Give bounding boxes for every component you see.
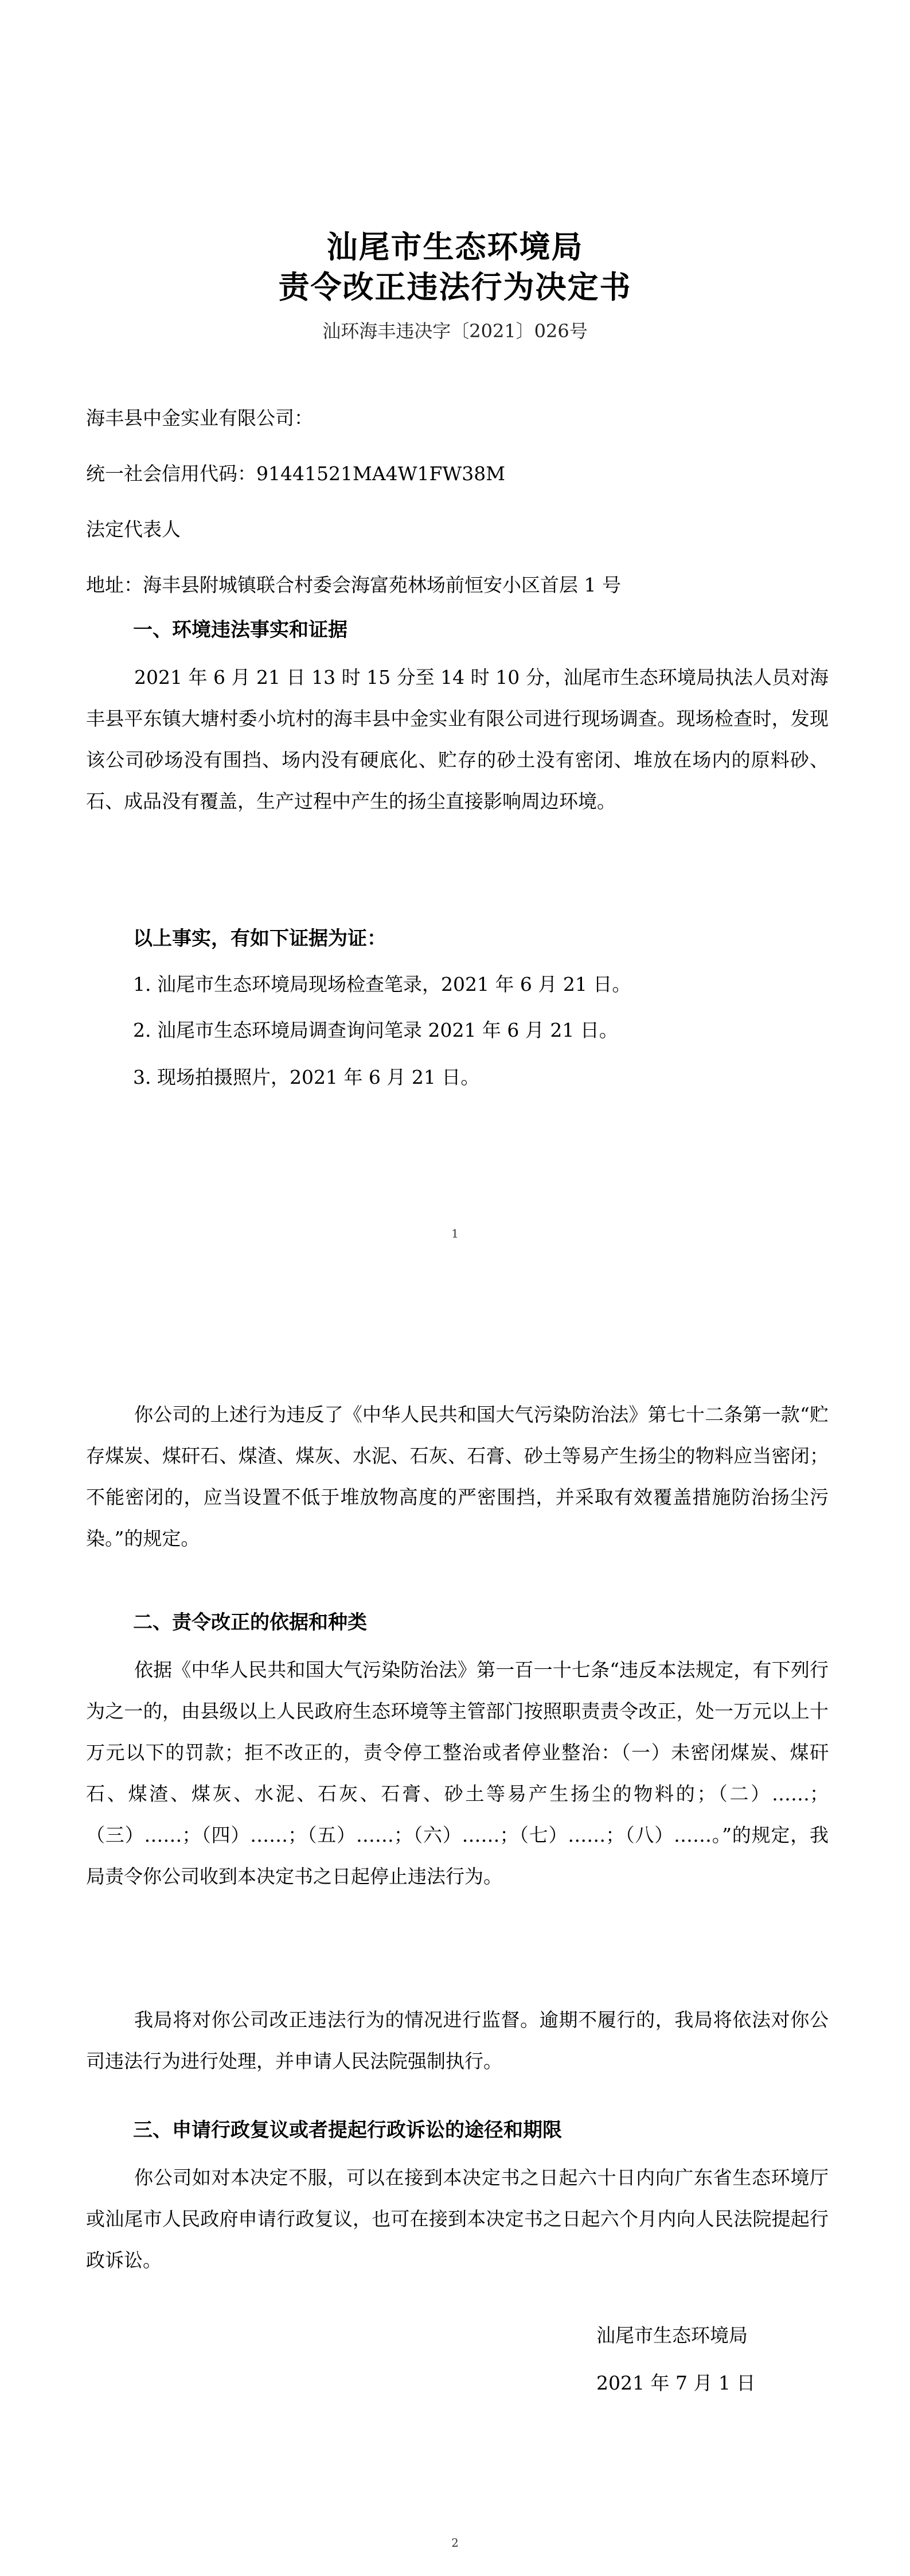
page-number: 2: [451, 2536, 459, 2550]
appeal-paragraph: 你公司如对本决定不服，可以在接到本决定书之日起六十日内向广东省生态环境厅或汕尾市人民政府申请行政复议，也可在接到本决定书之日起六个月内向人民法院提起行政诉讼。: [86, 2166, 829, 2271]
violation-paragraph: 你公司的上述行为违反了《中华人民共和国大气污染防治法》第七十二条第一款“贮存煤炭、煤矸石、煤渣、煤灰、水泥、石灰、石膏、砂土等易产生扬尘的物料应当密闭；不能密闭的，应当设置不低于堆放物高度的严密围挡，并采取有效覆盖措施防治扬尘污染。”的规定。: [86, 1403, 829, 1550]
legal-representative: 法定代表人: [86, 518, 181, 540]
address: 地址：海丰县附城镇联合村委会海富苑林场前恒安小区首层 1 号: [86, 574, 621, 596]
basis-paragraph: 依据《中华人民共和国大气污染防治法》第一百一十七条“违反本法规定，有下列行为之一的，由县级以上人民政府生态环境等主管部门按照职责责令改正，处一万元以上十万元以下的罚款；拒不改正的，责令停工整治或者停业整治：（一）未密闭煤炭、煤矸石、煤渣、煤灰、水泥、石灰、石膏、砂土等易产生扬尘的物料的；（二）……；（三）……；（四）……；（五）……；（六）……；（七）……；（八）……。”的规定，我局责令你公司收到本决定书之日起停止违法行为。: [86, 1659, 829, 1888]
document-title-line2: 责令改正违法行为决定书: [278, 269, 632, 305]
document-page-2: [0, 1288, 910, 2576]
section1-heading: 一、环境违法事实和证据: [133, 618, 347, 641]
signature-organization: 汕尾市生态环境局: [596, 2324, 748, 2347]
document-title-line1: 汕尾市生态环境局: [326, 229, 584, 265]
document-number: 汕环海丰违决字〔2021〕026号: [322, 320, 588, 342]
section1-paragraph: 2021 年 6 月 21 日 13 时 15 分至 14 时 10 分，汕尾市生态环境局执法人员对海丰县平东镇大塘村委小坑村的海丰县中金实业有限公司进行现场调查。现场检查时，发现该公司砂场没有围挡、场内没有硬底化、贮存的砂土没有密闭、堆放在场内的原料砂、石、成品没有覆盖，生产过程中产生的扬尘直接影响周边环境。: [86, 666, 829, 812]
evidence-heading: 以上事实，有如下证据为证：: [133, 927, 386, 950]
evidence-item: 3. 现场拍摄照片，2021 年 6 月 21 日。: [133, 1066, 480, 1088]
evidence-item: 2. 汕尾市生态环境局调查询问笔录 2021 年 6 月 21 日。: [133, 1019, 618, 1041]
evidence-item: 1. 汕尾市生态环境局现场检查笔录，2021 年 6 月 21 日。: [133, 973, 631, 995]
credit-code: 统一社会信用代码：91441521MA4W1FW38M: [86, 462, 506, 485]
section2-heading: 二、责令改正的依据和种类: [133, 1611, 367, 1634]
signature-date: 2021 年 7 月 1 日: [596, 2372, 756, 2394]
section3-heading: 三、申请行政复议或者提起行政诉讼的途径和期限: [133, 2119, 562, 2142]
recipient-name: 海丰县中金实业有限公司：: [86, 407, 313, 429]
supervision-paragraph: 我局将对你公司改正违法行为的情况进行监督。逾期不履行的，我局将依法对你公司违法行为进行处理，并申请人民法院强制执行。: [86, 2009, 829, 2072]
page-number: 1: [451, 1227, 459, 1240]
